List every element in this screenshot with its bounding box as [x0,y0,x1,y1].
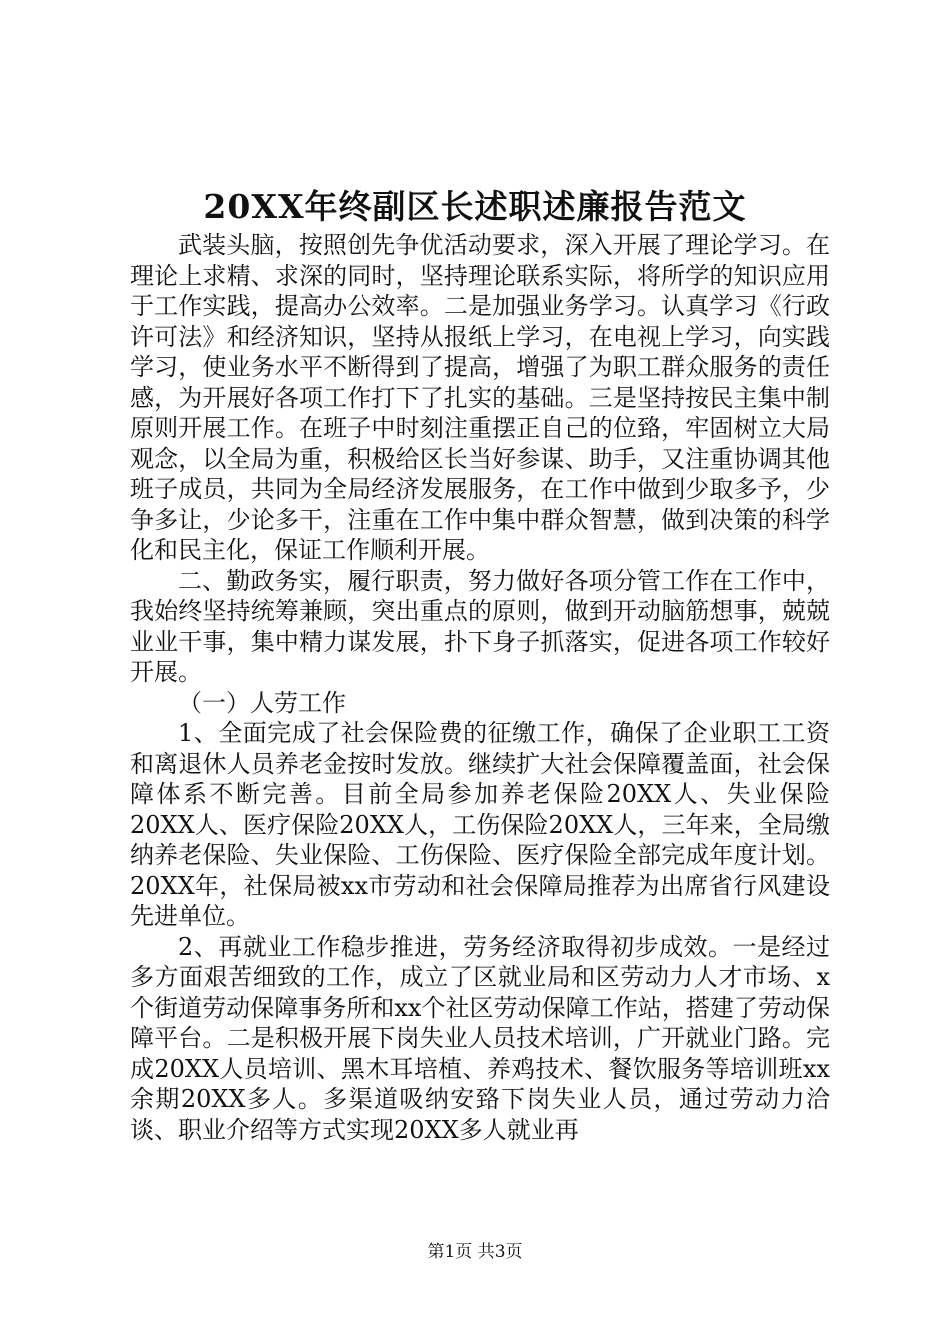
page-footer: 第1页 共3页 [427,1242,523,1262]
document-body [130,230,830,1145]
paragraph-duties: 二、勤政务实，履行职责，努力做好各项分管工作在工作中，我始终坚持统筹兼顾，突出重点的原则，做到开动脑筋想事，兢兢业业干事，集中精力谋发展，扑下身子抓落实，促进各项工作较好开展。 [130,566,830,686]
paragraph-reemployment: 2、再就业工作稳步推进，劳务经济取得初步成效。一是经过多方面艰苦细致的工作，成立了区就业局和区劳动力人才市场、x个街道劳动保障事务所和xx个社区劳动保障工作站，搭建了劳动保障平台。二是积极开展下岗失业人员技术培训，广开就业门路。完成20XX人员培训、黑木耳培植、养鸡技术、餐饮服务等培训班xx余期20XX多人。多渠道吸纳安臵下岗失业人员，通过劳动力洽谈、职业介绍等方式实现20XX多人就业再 [130,932,830,1144]
section-heading-labor: （一）人劳工作 [178,688,346,717]
paragraph-social-insurance: 1、全面完成了社会保险费的征缴工作，确保了企业职工工资和离退休人员养老金按时发放。继续扩大社会保障覆盖面，社会保障体系不断完善。目前全局参加养老保险20XX人、失业保险20XX人、医疗保险20XX人，工伤保险20XX人，三年来，全局缴纳养老保险、失业保险、工伤保险、医疗保险全部完成年度计划。20XX年，社保局被xx市劳动和社会保障局推荐为出席省行风建设先进单位。 [130,719,830,930]
paragraph-theory-study: 武装头脑，按照创先争优活动要求，深入开展了理论学习。在理论上求精、求深的同时，坚持理论联系实际，将所学的知识应用于工作实践，提高办公效率。二是加强业务学习。认真学习《行政许可法》和经济知识，坚持从报纸上学习，在电视上学习，向实践学习，使业务水平不断得到了提高，增强了为职工群众服务的责任感，为开展好各项工作打下了扎实的基础。三是坚持按民主集中制原则开展工作。在班子中时刻注重摆正自己的位臵，牢固树立大局观念，以全局为重，积极给区长当好参谋、助手，又注重协调其他班子成员，共同为全局经济发展服务，在工作中做到少取多予，少争多让，少论多干，注重在工作中集中群众智慧，做到决策的科学化和民主化，保证工作顺利开展。 [130,231,830,564]
document-title: 20XX年终副区长述职述廉报告范文 [203,187,747,226]
